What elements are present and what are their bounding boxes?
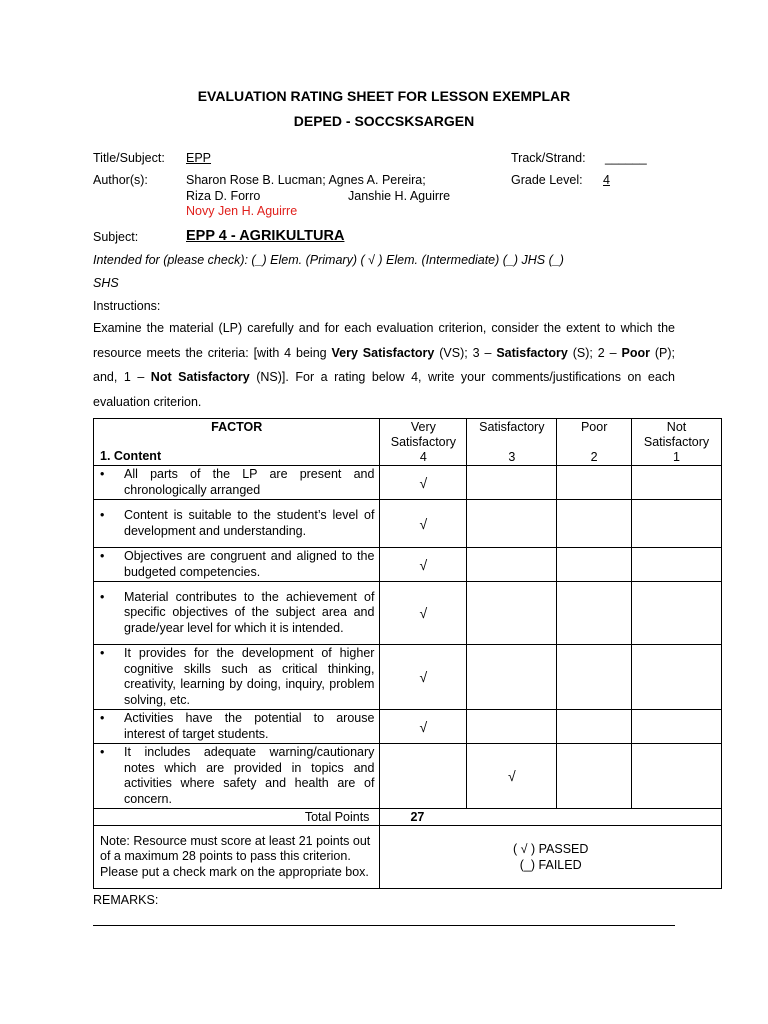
rating-3-cell[interactable] [467,645,557,710]
rating-4-cell[interactable] [380,710,467,744]
rating-3-cell[interactable] [467,744,557,809]
check-mark-icon: √ [419,669,428,685]
title-subject-label: Title/Subject: [93,151,165,165]
rating-2-cell[interactable] [557,645,632,710]
sheet-subtitle: DEPED - SOCCSKSARGEN [293,113,475,129]
sheet-title: EVALUATION RATING SHEET FOR LESSON EXEMPLAR [197,88,571,104]
rating-4-cell[interactable] [380,500,467,548]
check-mark-icon: √ [419,515,428,532]
author-line-1: Sharon Rose B. Lucman; Agnes A. Pereira; [186,173,426,187]
bullet-icon: • [100,711,105,725]
table-row [94,744,722,809]
remarks-label: REMARKS: [93,893,159,907]
rating-2-cell[interactable] [557,466,632,500]
author-line-4: Novy Jen H. Aguirre [186,204,298,218]
rating-4-cell[interactable] [380,645,467,710]
check-mark-icon: √ [419,605,428,621]
track-strand-value: ______ [605,151,647,165]
grade-level-value: 4 [603,173,610,187]
rating-2-cell[interactable] [557,582,632,645]
title-subject-value: EPP [186,151,212,165]
rating-4-cell[interactable] [380,466,467,500]
table-row [94,466,722,500]
column-header-not-satisfactory: Not Satisfactory 1 [632,419,722,466]
rating-2-cell[interactable] [557,500,632,548]
intended-for-line-2: SHS [93,276,119,290]
rating-4-cell[interactable] [380,548,467,582]
criterion-cell: • Material contributes to the achievement of specific objectives of the subject area and grade/year level for which it is intended. [94,582,380,645]
table-header-row [94,419,722,466]
rating-1-cell[interactable] [632,582,722,645]
rating-3-cell[interactable] [467,710,557,744]
total-points-label: Total Points [94,809,380,826]
column-header-poor: Poor 2 [557,419,632,466]
check-mark-icon: √ [507,768,516,784]
bullet-icon: • [100,549,105,563]
rating-3-cell[interactable] [467,500,557,548]
passing-note: Note: Resource must score at least 21 points out of a maximum 28 points to pass this criterion. Please put a check mark on the appropriate box. [94,826,380,889]
criterion-cell: • All parts of the LP are present and chronologically arranged [94,466,380,500]
passed-option[interactable]: ( √ ) PASSED [513,842,589,856]
author-line-2: Riza D. Forro [186,189,261,203]
column-header-very-satisfactory: Very Satisfactory 4 [380,419,467,466]
bullet-icon: • [100,467,105,481]
instructions-paragraph: Examine the material (LP) carefully and for each evaluation criterion, consider the extent to which the resource meets the criteria: [with 4 being Very Satisfactory (VS); 3 – Satisfactory (S); 2 – Poor (P); and, 1 – Not Satisfactory (NS)]. For a rating below 4, write your comments/justifications on each evaluation criterion. [93,321,676,409]
check-mark-icon: √ [419,718,428,735]
evaluation-table [93,418,722,889]
subject-label: Subject: [93,230,139,244]
bullet-icon: • [100,508,105,522]
rating-3-cell[interactable] [467,582,557,645]
rating-2-cell[interactable] [557,744,632,809]
rating-2-cell[interactable] [557,548,632,582]
rating-4-cell[interactable] [380,744,467,809]
criterion-cell: • Activities have the potential to arouse interest of target students. [94,710,380,744]
total-points-value: 27 [380,809,722,826]
criterion-cell: • Content is suitable to the student’s level of development and understanding. [94,500,380,548]
rating-1-cell[interactable] [632,710,722,744]
check-mark-icon: √ [419,556,428,573]
instructions-label: Instructions: [93,299,161,313]
rating-3-cell[interactable] [467,466,557,500]
result-cell [380,826,722,889]
rating-2-cell[interactable] [557,710,632,744]
rating-1-cell[interactable] [632,548,722,582]
subject-value: EPP 4 - AGRIKULTURA [186,228,345,244]
rating-4-cell[interactable] [380,582,467,645]
bullet-icon: • [100,646,105,660]
grade-level-label: Grade Level: [511,173,583,187]
bullet-icon: • [100,589,105,604]
bullet-icon: • [100,745,105,759]
table-row [94,500,722,548]
rating-1-cell[interactable] [632,744,722,809]
track-strand-label: Track/Strand: [511,151,586,165]
criterion-cell: • It includes adequate warning/cautionary notes which are provided in topics and activities where safety and health are of concern. [94,744,380,809]
rating-1-cell[interactable] [632,466,722,500]
rating-1-cell[interactable] [632,645,722,710]
rating-3-cell[interactable] [467,548,557,582]
table-row [94,645,722,710]
criterion-cell: • It provides for the development of higher cognitive skills such as critical thinking, creativity, learning by doing, inquiry, problem solving, etc. [94,645,380,710]
authors-label: Author(s): [93,173,148,187]
criterion-cell: • Objectives are congruent and aligned to the budgeted competencies. [94,548,380,582]
total-points-row [94,809,722,826]
table-row [94,582,722,645]
table-row [94,548,722,582]
failed-option[interactable]: (_) FAILED [519,858,582,872]
author-line-3: Janshie H. Aguirre [348,189,451,203]
result-row [94,826,722,889]
remarks-line[interactable] [93,925,675,926]
intended-for-line-1: Intended for (please check): (_) Elem. (Primary) ( √ ) Elem. (Intermediate) (_) JHS (_) [93,253,564,267]
check-mark-icon: √ [419,474,428,491]
factor-header: FACTOR 1. Content [94,419,380,466]
table-row [94,710,722,744]
rating-1-cell[interactable] [632,500,722,548]
column-header-satisfactory: Satisfactory 3 [467,419,557,466]
section-content-label: 1. Content [100,449,162,463]
